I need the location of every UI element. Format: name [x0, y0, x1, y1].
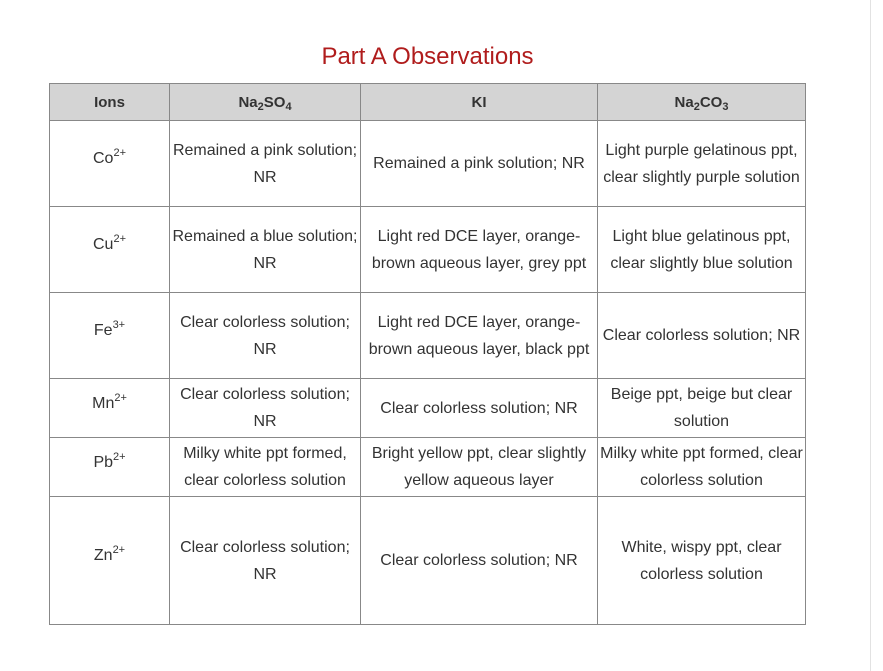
na2so4-cell: Clear colorless solution; NR [170, 293, 361, 379]
header-na2so4: $Na_2SO_4$ [170, 84, 361, 121]
na2co3-cell: Beige ppt, beige but clear solution [598, 379, 806, 438]
header-ki: KI [361, 84, 598, 121]
ion-cell: $Pb^{2+}$ [50, 438, 170, 497]
na2so4-cell: Remained a pink solution; NR [170, 121, 361, 207]
ki-cell: Bright yellow ppt, clear slightly yellow aqueous layer [361, 438, 598, 497]
header-ions: Ions [50, 84, 170, 121]
na2so4-cell: Clear colorless solution; NR [170, 379, 361, 438]
table-row [50, 293, 806, 379]
na2so4-cell: Remained a blue solution; NR [170, 207, 361, 293]
ki-cell: Clear colorless solution; NR [361, 497, 598, 625]
na2co3-cell: Light blue gelatinous ppt, clear slightly blue solution [598, 207, 806, 293]
ion-cell: $Fe^{3+}$ [50, 293, 170, 379]
table-row [50, 379, 806, 438]
ki-cell: Remained a pink solution; NR [361, 121, 598, 207]
ion-cell: $Zn^{2+}$ [50, 497, 170, 625]
ion-cell: $Co^{2+}$ [50, 121, 170, 207]
na2co3-cell: Clear colorless solution; NR [598, 293, 806, 379]
na2so4-cell: Clear colorless solution; NR [170, 497, 361, 625]
ki-cell: Clear colorless solution; NR [361, 379, 598, 438]
na2co3-cell: Light purple gelatinous ppt, clear slightly purple solution [598, 121, 806, 207]
page-title: Part A Observations [321, 43, 534, 70]
na2co3-cell: White, wispy ppt, clear colorless solution [598, 497, 806, 625]
table-row [50, 497, 806, 625]
table-row [50, 207, 806, 293]
ion-cell: $Mn^{2+}$ [50, 379, 170, 438]
page-edge-divider [870, 0, 871, 671]
ki-cell: Light red DCE layer, orange-brown aqueous layer, grey ppt [361, 207, 598, 293]
ion-cell: $Cu^{2+}$ [50, 207, 170, 293]
na2co3-cell: Milky white ppt formed, clear colorless solution [598, 438, 806, 497]
ki-cell: Light red DCE layer, orange-brown aqueous layer, black ppt [361, 293, 598, 379]
observations-table [49, 83, 806, 625]
table-row [50, 438, 806, 497]
na2so4-cell: Milky white ppt formed, clear colorless solution [170, 438, 361, 497]
table-header-row [50, 84, 806, 121]
table-row [50, 121, 806, 207]
header-na2co3: $Na_2CO_3$ [598, 84, 806, 121]
